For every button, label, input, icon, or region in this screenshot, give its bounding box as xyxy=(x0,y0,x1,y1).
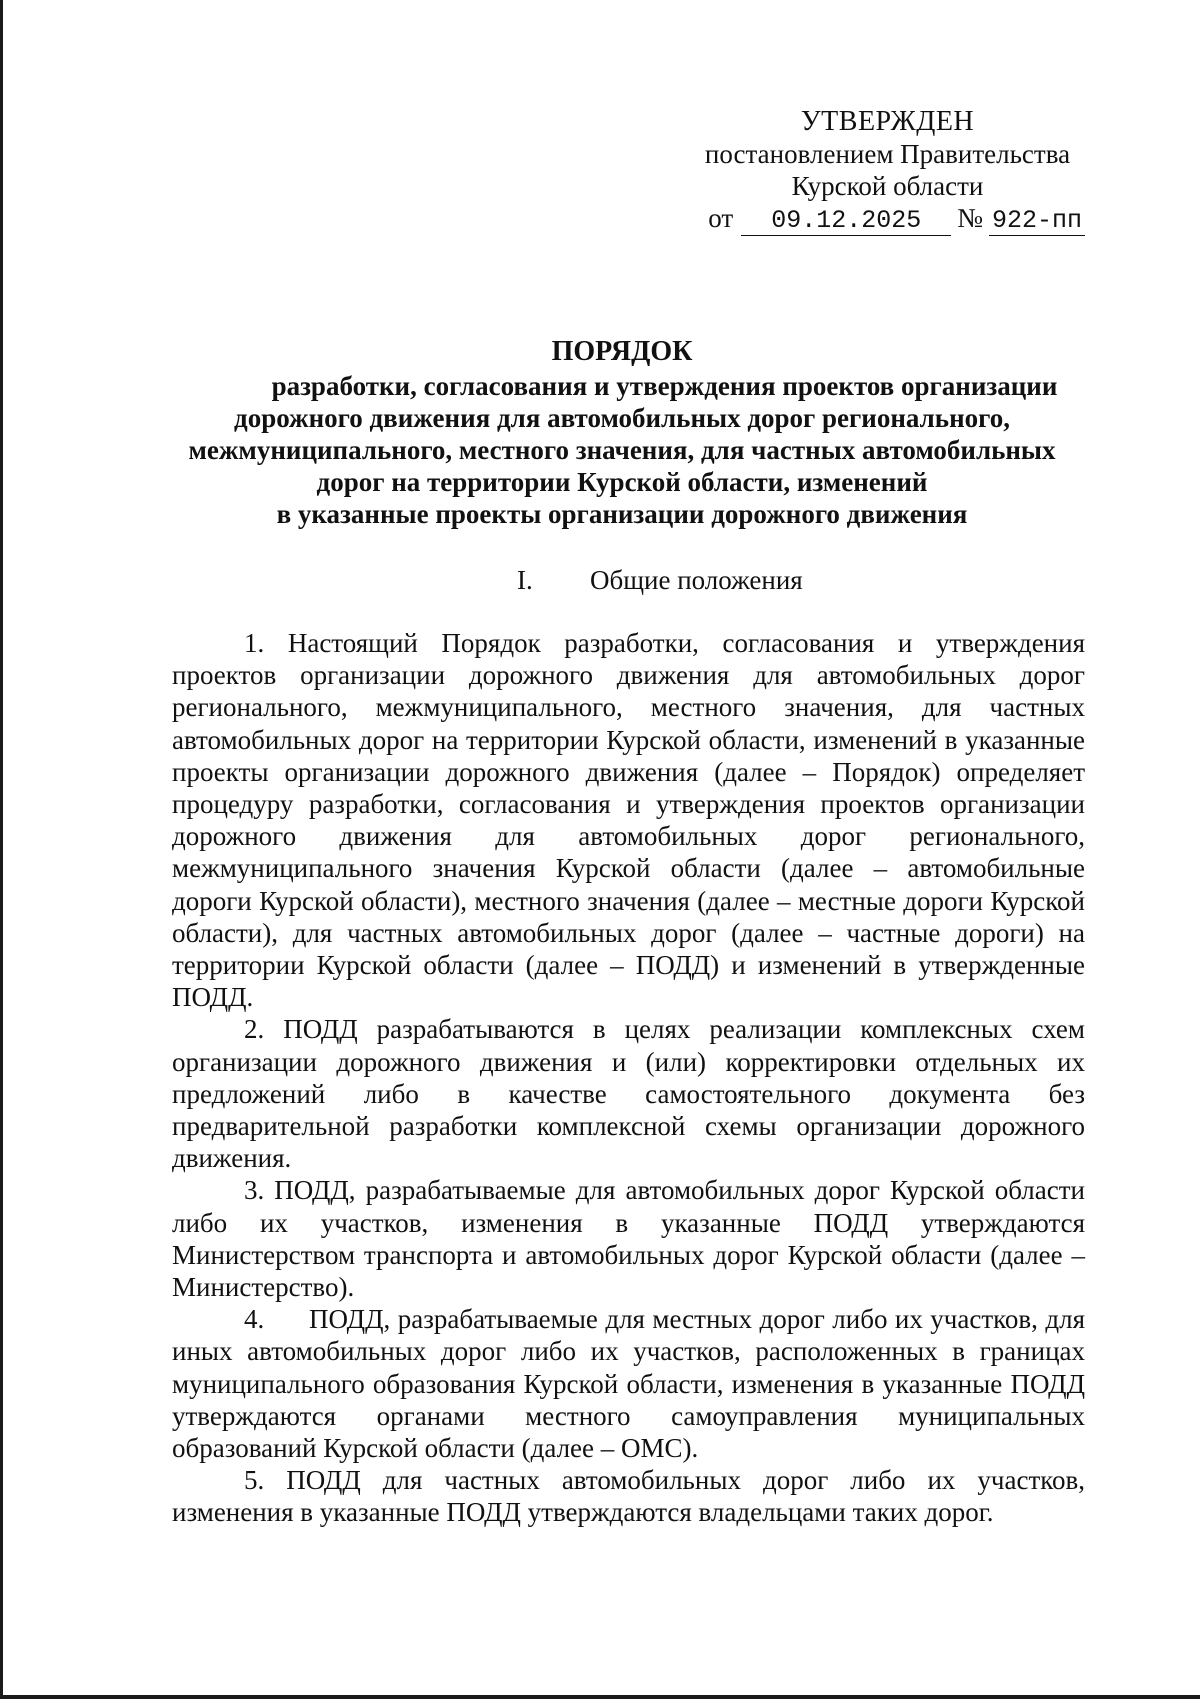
document-title-line: разработки, согласования и утверждения проектов организации xyxy=(271,371,1058,401)
paragraph: 3. ПОДД, разрабатываемые для автомобильных дорог Курской области либо их участков, изменения в указанные ПОДД утверждаются Министерством транспорта и автомобильных дорог Курской области (далее – Министерство). xyxy=(172,1175,1085,1303)
scan-bottom-edge xyxy=(0,1695,1200,1699)
paragraph: 2. ПОДД разрабатываются в целях реализации комплексных схем организации дорожного движения и (или) корректировки отдельных их предложений либо в качестве самостоятельного документа без предварительной разработки комплексной схемы организации дорожного движения. xyxy=(172,1014,1085,1174)
paragraph: 4. ПОДД, разрабатываемые для местных дорог либо их участков, для иных автомобильных дорог либо их участков, расположенных в границах муниципального образования Курской области, изменения в указанные ПОДД утверждаются органами местного самоуправления муниципальных образований Курской области (далее – ОМС). xyxy=(172,1304,1092,1464)
document-title-line: межмуниципального, местного значения, для частных автомобильных xyxy=(188,435,1056,465)
document-title xyxy=(160,336,1084,530)
scan-left-edge xyxy=(0,0,3,1699)
paragraph: 5. ПОДД для частных автомобильных дорог либо их участков, изменения в указанные ПОДД утверждаются владельцами таких дорог. xyxy=(172,1465,1085,1528)
paragraph: 1. Настоящий Порядок разработки, согласования и утверждения проектов организации дорожного движения для автомобильных дорог регионального, межмуниципального, местного значения, для частных автомобильных дорог на территории Курской области, изменений в указанные проекты организации дорожного движения (далее – Порядок) определяет процедуру разработки, согласования и утверждения проектов организации дорожного движения для автомобильных дорог регионального, межмуниципального значения Курской области (далее – автомобильные дороги Курской области), местного значения (далее – местные дороги Курской области), для частных автомобильных дорог (далее – частные дороги) на территории Курской области (далее – ПОДД) и изменений в утвержденные ПОДД. xyxy=(172,628,1085,1013)
date-prefix: от xyxy=(708,203,734,233)
approval-number: 922-пп xyxy=(989,207,1085,236)
document-title-line: дорог на территории Курской области, изменений xyxy=(316,467,928,497)
approval-date: 09.12.2025 xyxy=(741,207,951,236)
document-title-line: дорожного движения для автомобильных дорог регионального, xyxy=(234,403,1010,433)
approval-line-2: Курской области xyxy=(791,171,984,201)
approval-line-1: постановлением Правительства xyxy=(704,139,1071,169)
document-title-line: в указанные проекты организации дорожного движения xyxy=(276,499,968,529)
document-body xyxy=(172,627,1092,1529)
section-title: Общие положения xyxy=(590,565,803,595)
section-number: I. xyxy=(517,565,533,595)
approval-heading: УТВЕРЖДЕН xyxy=(800,106,975,137)
approval-stamp-block xyxy=(690,106,1085,236)
approval-date-number-line xyxy=(690,202,1085,236)
number-prefix: № xyxy=(957,203,983,233)
document-title-main: ПОРЯДОК xyxy=(551,336,693,367)
